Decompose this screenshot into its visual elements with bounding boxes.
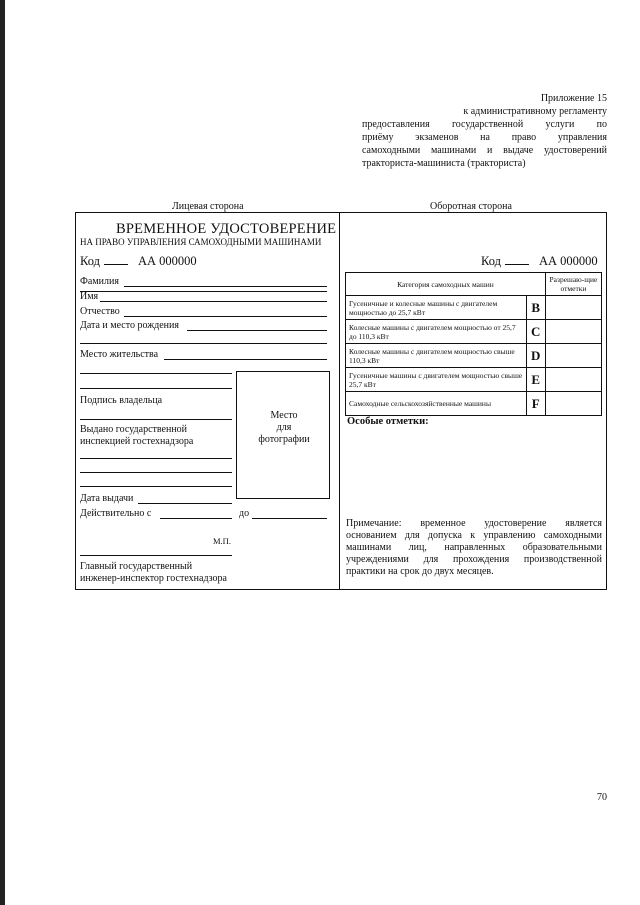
signature-label: Подпись владельца (80, 395, 163, 406)
residence-field-2[interactable] (80, 373, 232, 374)
photo-text-line: Место (270, 410, 298, 421)
scan-edge (0, 0, 5, 905)
name-label: Имя (80, 291, 99, 302)
appendix-line: самоходными машинами и выдаче удостоверений (362, 145, 607, 156)
table-row (346, 392, 602, 416)
category-letter: B (526, 296, 545, 320)
certificate-title: ВРЕМЕННОЕ УДОСТОВЕРЕНИЕ (116, 221, 337, 237)
category-letter: D (526, 344, 545, 368)
valid-from-label: Действительно с (80, 508, 152, 519)
table-row (346, 296, 602, 320)
birth-field[interactable] (187, 330, 327, 331)
patronymic-label: Отчество (80, 306, 120, 317)
blank-line[interactable] (80, 419, 232, 420)
category-table (345, 272, 602, 416)
stamp-label: М.П. (213, 536, 231, 546)
name-field[interactable] (100, 301, 327, 302)
category-desc: Колесные машины с двигателем мощностью свыше 110,3 кВт (346, 344, 527, 368)
code-blank (104, 254, 128, 265)
appendix-line: предоставления государственной услуги по (362, 119, 607, 130)
permit-cell[interactable] (545, 320, 601, 344)
category-desc: Гусеничные машины с двигателем мощностью свыше 25,7 кВт (346, 368, 527, 392)
valid-to-label: до (239, 508, 250, 519)
photo-text-line: фотографии (258, 434, 310, 445)
front-side-label: Лицевая сторона (172, 201, 244, 212)
code-value: АА 000000 (538, 254, 598, 268)
code-blank (505, 254, 529, 265)
code-label: Код (481, 254, 501, 268)
surname-field-2[interactable] (80, 291, 327, 292)
appendix-line: приёму экзаменов на право управления (362, 132, 607, 143)
issued-by-label-2: инспекцией гостехнадзора (80, 436, 194, 447)
issued-by-field-2[interactable] (80, 472, 232, 473)
issued-by-label: Выдано государственной (80, 424, 188, 435)
page-number: 70 (597, 792, 607, 803)
table-row (346, 344, 602, 368)
photo-text-line: для (276, 422, 292, 433)
category-desc: Колесные машины с двигателем мощностью от 25,7 до 110,3 кВт (346, 320, 527, 344)
patronymic-field[interactable] (124, 316, 327, 317)
special-marks-heading: Особые отметки: (347, 416, 429, 427)
permit-cell[interactable] (545, 296, 601, 320)
inspector-label-2: инженер-инспектор гостехнадзора (80, 573, 227, 584)
issue-date-field[interactable] (138, 503, 232, 504)
card-divider (339, 212, 340, 590)
back-side-label: Оборотная сторона (430, 201, 512, 212)
appendix-header (362, 92, 607, 170)
back-code (481, 254, 598, 269)
table-row (346, 320, 602, 344)
certificate-subtitle: НА ПРАВО УПРАВЛЕНИЯ САМОХОДНЫМИ МАШИНАМИ (80, 237, 322, 247)
valid-from-field[interactable] (160, 518, 232, 519)
appendix-line: к административному регламенту (463, 106, 607, 117)
category-letter: F (526, 392, 545, 416)
permits-header: Разрешаю-щие отметки (545, 273, 601, 296)
category-letter: C (526, 320, 545, 344)
code-label: Код (80, 254, 100, 268)
permit-cell[interactable] (545, 344, 601, 368)
issued-by-field[interactable] (80, 458, 232, 459)
valid-to-field[interactable] (252, 518, 327, 519)
appendix-title: Приложение 15 (540, 93, 607, 104)
table-row (346, 368, 602, 392)
note-text: Примечание: временное удостоверение является основанием для допуска к управлению самоходными машинами лиц, направленных образовательными учреждениями для прохождения производственной практики на срок до двух месяцев. (346, 518, 602, 577)
issued-by-field-3[interactable] (80, 486, 232, 487)
table-header-row (346, 273, 602, 296)
birth-field-2[interactable] (80, 343, 327, 344)
permit-cell[interactable] (545, 368, 601, 392)
inspector-label: Главный государственный (80, 561, 193, 572)
birth-label: Дата и место рождения (80, 320, 179, 331)
residence-field[interactable] (164, 359, 327, 360)
code-value: АА 000000 (137, 254, 197, 268)
issue-date-label: Дата выдачи (80, 493, 134, 504)
category-desc: Гусеничные и колесные машины с двигателем мощностью до 25,7 кВт (346, 296, 527, 320)
front-code (80, 254, 197, 269)
category-letter: E (526, 368, 545, 392)
inspector-signature-field[interactable] (80, 555, 232, 556)
category-desc: Самоходные сельскохозяйственные машины (346, 392, 527, 416)
signature-field[interactable] (80, 388, 232, 389)
permit-cell[interactable] (545, 392, 601, 416)
surname-label: Фамилия (80, 276, 119, 287)
appendix-line: тракториста-машиниста (тракториста) (362, 158, 526, 169)
surname-field[interactable] (124, 286, 327, 287)
residence-label: Место жительства (80, 349, 159, 360)
photo-placeholder (236, 371, 330, 499)
category-header: Категория самоходных машин (346, 273, 546, 296)
